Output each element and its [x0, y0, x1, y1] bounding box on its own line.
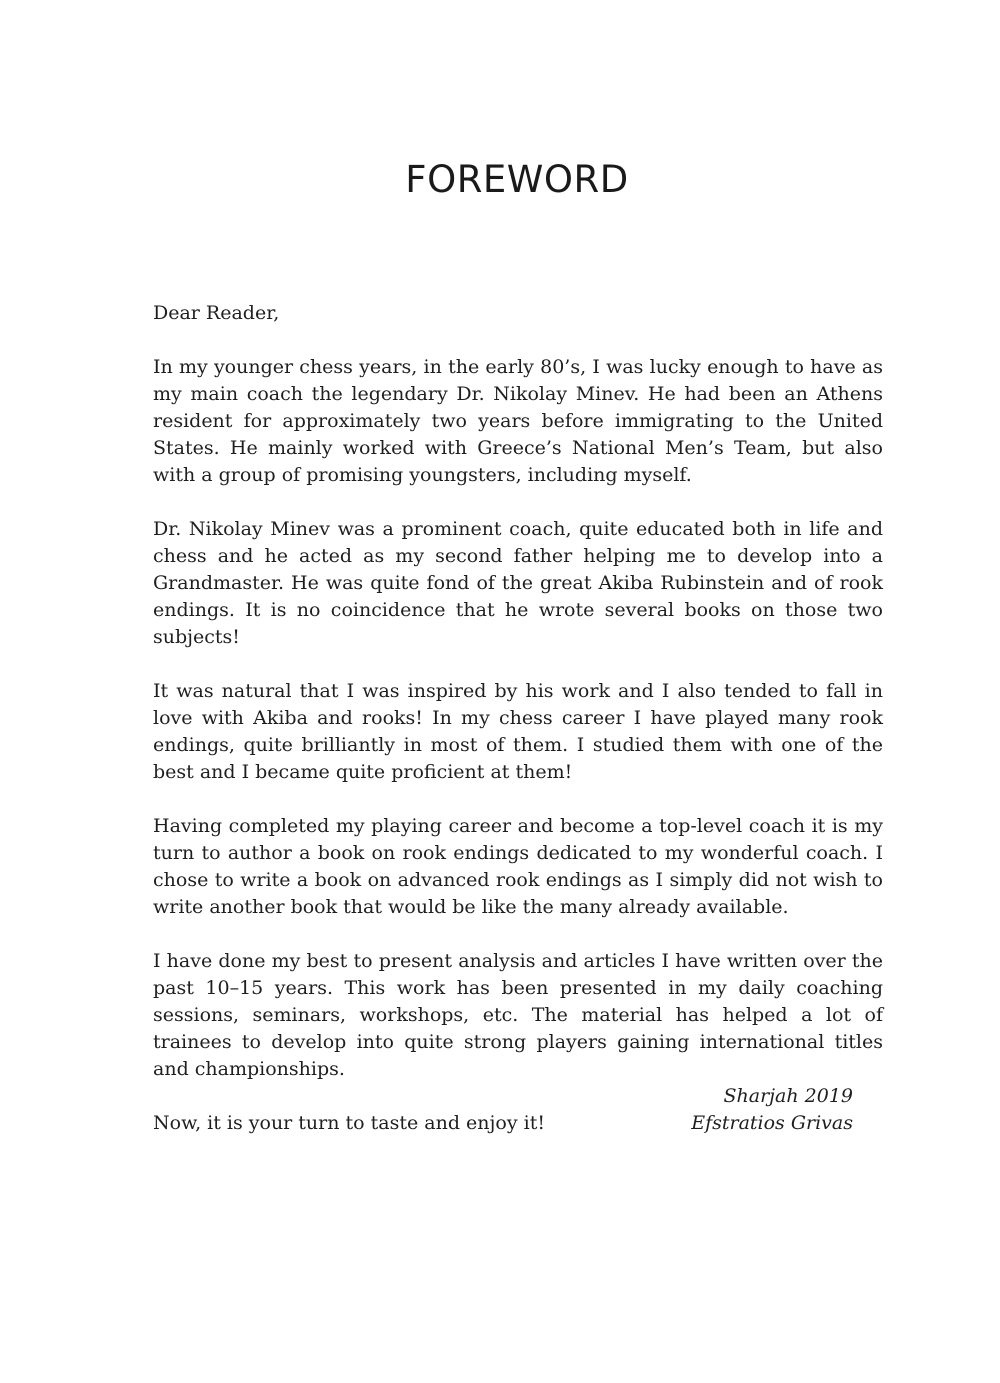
paragraph-2: Dr. Nikolay Minev was a prominent coach, quite educated both in life and chess and he acted as my second father helping me to develop into a Grandmaster. He was quite fond of the great Akiba Rubinstein and of rook endings. It is no coincidence that he wrote several books on those two subjects!	[153, 518, 883, 648]
signature-block	[500, 1083, 853, 1137]
paragraph-4: Having completed my playing career and become a top-level coach it is my turn to author a book on rook endings dedicated to my wonderful coach. I chose to write a book on advanced rook endings as I simply did not wish to write another book that would be like the many already available.	[153, 815, 883, 918]
paragraph-5: I have done my best to present analysis and articles I have written over the past 10–15 years. This work has been presented in my daily coaching sessions, seminars, workshops, etc. The material has helped a lot of trainees to develop into quite strong players gaining international titles and championships.	[153, 950, 883, 1080]
foreword-body	[153, 300, 883, 1137]
paragraph-3: It was natural that I was inspired by his work and I also tended to fall in love with Akiba and rooks! In my chess career I have played many rook endings, quite brilliantly in most of them. I studied them with one of the best and I became quite proficient at them!	[153, 680, 883, 783]
signature-place-date: Sharjah 2019	[723, 1085, 853, 1107]
salutation: Dear Reader,	[153, 302, 280, 324]
closing-line: Now, it is your turn to taste and enjoy it!	[153, 1112, 545, 1134]
signature-author: Efstratios Grivas	[691, 1112, 853, 1134]
page-title: FOREWORD	[405, 158, 629, 201]
paragraph-1: In my younger chess years, in the early 80’s, I was lucky enough to have as my main coach the legendary Dr. Nikolay Minev. He had been an Athens resident for approximately two years before immigrating to the United States. He mainly worked with Greece’s National Men’s Team, but also with a group of promising youngsters, including myself.	[153, 356, 883, 486]
